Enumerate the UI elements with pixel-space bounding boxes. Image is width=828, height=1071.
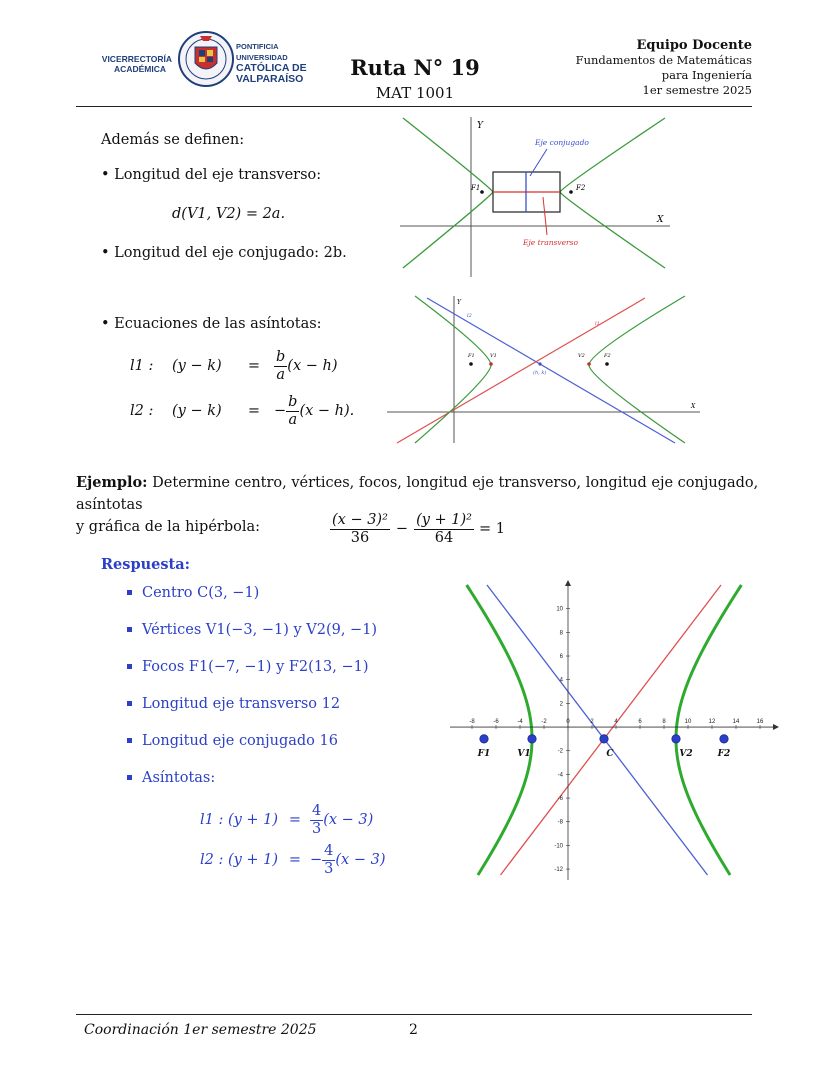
x-tick-label: 4: [614, 719, 618, 726]
eq-num2: (y + 1)²: [416, 512, 472, 528]
fig1-f2-point: [569, 190, 573, 194]
x-tick-label: -4: [517, 719, 523, 726]
fig2-l2-label: l2: [467, 313, 472, 319]
y-tick-label: -12: [554, 867, 563, 874]
fig1-x-label: X: [657, 215, 664, 225]
point-label-f1: F1: [477, 748, 491, 759]
subject-line2: para Ingeniería: [661, 68, 752, 82]
bullet-dot: •: [101, 245, 110, 261]
fig2-asymptote-l1: [397, 298, 645, 443]
subject-line1: Fundamentos de Matemáticas: [575, 53, 752, 67]
answer-l1-lhs: l1 : (y + 1): [200, 812, 279, 828]
l1-eq: =: [247, 358, 261, 374]
l1-frac-den: a: [276, 366, 285, 383]
fig2-f1-label: F1: [468, 353, 475, 359]
answer-l2-lhs: l2 : (y + 1): [200, 852, 279, 868]
x-tick-label: 14: [732, 719, 740, 726]
graph-x-arrow-icon: [773, 724, 779, 730]
footer-coordination: Coordinación 1er semestre 2025: [84, 1022, 317, 1038]
bullet-square: [127, 664, 132, 669]
example-text1: Determine centro, vértices, focos, longitud eje transverso, longitud eje conjugado, asíntotas: [76, 475, 759, 513]
fig1-f1-label: F1: [471, 184, 481, 192]
fig2-y-label: Y: [457, 299, 461, 306]
answer-item: [127, 759, 377, 796]
l2-lhs: (y − k): [172, 403, 222, 419]
eq-den1: 36: [350, 529, 370, 546]
y-tick-label: -4: [557, 772, 563, 779]
figure-hyperbola-axes: [395, 112, 675, 282]
y-tick-label: -6: [557, 796, 563, 803]
l1-rhs: (x − h): [287, 358, 338, 374]
vicerrectoria-text: [92, 54, 172, 74]
fig2-asymptote-l2: [427, 298, 675, 443]
y-tick-label: -8: [557, 819, 563, 826]
answer-item-text: Vértices V1(−3, −1) y V2(9, −1): [142, 621, 378, 638]
fig2-f2-point: [605, 362, 609, 366]
x-tick-label: 8: [662, 719, 666, 726]
hyperbola-right-branch: [676, 585, 741, 875]
bullet-square: [127, 775, 132, 780]
l2-rhs: (x − h).: [299, 403, 355, 419]
intro-transverso: [101, 167, 321, 183]
answer-l1-frac: [310, 803, 323, 837]
x-tick-label: -2: [541, 719, 547, 726]
intro-conjugado: [101, 245, 347, 261]
point-label-f2: F2: [717, 748, 731, 759]
intro-asintotas: [101, 316, 322, 332]
answer-item: [127, 685, 377, 722]
hyperbola-equation: [330, 512, 505, 546]
header-rule: [76, 106, 752, 107]
y-tick-label: 4: [559, 677, 563, 684]
answer-l2-eq: [200, 840, 385, 880]
univ-line3: CATÓLICA DE: [236, 62, 307, 74]
intro-ademas: Además se definen:: [101, 132, 245, 148]
eq-rhs: = 1: [478, 521, 505, 538]
figure-asymptotes: [385, 293, 705, 448]
course-code: MAT 1001: [375, 84, 455, 102]
answer-item-text: Focos F1(−7, −1) y F2(13, −1): [142, 658, 369, 675]
hyperbola-left-branch: [467, 585, 532, 875]
answer-list: [127, 574, 377, 796]
transverso-label: Longitud del eje transverso:: [114, 167, 322, 183]
fig1-transverse-label: Eje transverso: [523, 238, 578, 247]
y-tick-label: -10: [554, 843, 563, 850]
point-label-c: C: [606, 748, 614, 759]
answer-item: [127, 648, 377, 685]
x-tick-label: -6: [493, 719, 499, 726]
eq-num1: (x − 3)²: [332, 512, 388, 528]
fig2-left-branch: [415, 296, 491, 443]
eq-minus: −: [395, 521, 409, 538]
asymptote-l2-line: [487, 585, 708, 875]
l2-minus: −: [274, 403, 287, 419]
fig2-v1-label: V1: [490, 353, 497, 359]
fig1-f1-point: [480, 190, 484, 194]
answer-l2-eq-sign: =: [288, 852, 302, 868]
l1-fraction: [274, 349, 287, 383]
y-tick-label: 10: [556, 606, 563, 613]
fig2-center-point: [538, 362, 541, 365]
answer-item-text: Longitud eje conjugado 16: [142, 732, 338, 749]
point-label-v1: V1: [517, 748, 531, 759]
fig2-v1-point: [489, 362, 493, 366]
eq-frac1: [330, 512, 390, 546]
asymptote-l2-eq: [130, 391, 354, 431]
eq-frac2: [414, 512, 474, 546]
l1-label: l1 :: [130, 358, 154, 374]
point-v2: [672, 735, 680, 743]
l2-label: l2 :: [130, 403, 154, 419]
example-text2: y gráfica de la hipérbola:: [76, 519, 261, 535]
answer-item-text: Asíntotas:: [142, 769, 216, 786]
answer-l2-frac-num: 4: [324, 842, 334, 859]
university-seal-icon: [178, 27, 234, 91]
answer-item-text: Longitud eje transverso 12: [142, 695, 341, 712]
point-c: [600, 735, 608, 743]
page-title: Ruta N° 19: [350, 55, 480, 80]
fig1-left-branch: [403, 118, 493, 268]
point-v1: [528, 735, 536, 743]
team-label: Equipo Docente: [636, 38, 752, 53]
l1-lhs: (y − k): [172, 358, 222, 374]
graph-points: [477, 735, 731, 759]
answer-l2-minus: −: [310, 852, 323, 868]
point-f2: [720, 735, 728, 743]
answer-l1-frac-den: 3: [312, 820, 322, 837]
l2-frac-num: b: [288, 393, 298, 410]
univ-line2: UNIVERSIDAD: [236, 53, 288, 62]
answer-title: Respuesta:: [101, 556, 190, 573]
example-label: Ejemplo:: [76, 474, 148, 491]
l2-frac-den: a: [288, 411, 298, 428]
univ-line1: PONTIFICIA: [236, 42, 279, 51]
header-right: [520, 38, 752, 98]
asintotas-label: Ecuaciones de las asíntotas:: [114, 316, 322, 332]
l2-fraction: [286, 394, 299, 428]
fig1-y-label: Y: [477, 121, 483, 131]
footer-rule: [76, 1014, 752, 1015]
x-tick-label: 16: [756, 719, 764, 726]
x-tick-label: 12: [708, 719, 716, 726]
eq-den2: 64: [434, 529, 454, 546]
answer-l1-eq: [200, 800, 373, 840]
bullet-square: [127, 627, 132, 632]
university-name: [236, 41, 307, 85]
answer-l1-eq-sign: =: [288, 812, 302, 828]
semester-label: 1er semestre 2025: [642, 83, 752, 97]
univ-line4: VALPARAÍSO: [236, 73, 304, 85]
answer-l2-rhs: (x − 3): [335, 852, 386, 868]
x-tick-label: -8: [469, 719, 475, 726]
fig2-l1-label: l1: [595, 321, 600, 327]
transverso-formula: d(V1, V2) = 2a.: [172, 206, 286, 222]
point-label-v2: V2: [679, 748, 693, 759]
fig2-f2-label: F2: [604, 353, 611, 359]
vicerrectoria-line1: VICERRECTORÍA: [101, 54, 172, 64]
fig1-transverse-arrow: [543, 197, 547, 235]
answer-l1-rhs: (x − 3): [323, 812, 374, 828]
asymptote-l1-eq: [130, 346, 338, 386]
answer-item-text: Centro C(3, −1): [142, 584, 260, 601]
answer-l1-frac-num: 4: [312, 802, 322, 819]
vicerrectoria-line2: ACADÉMICA: [114, 64, 166, 74]
fig2-x-label: X: [691, 403, 696, 410]
fig2-center-label: (h, k): [533, 370, 547, 376]
bullet-dot: •: [101, 167, 110, 183]
x-tick-label: 10: [684, 719, 692, 726]
example-line1: [76, 472, 766, 516]
fig2-f1-point: [469, 362, 473, 366]
bullet-square: [127, 590, 132, 595]
l2-eq: =: [247, 403, 261, 419]
bullet-dot: •: [101, 316, 110, 332]
answer-l2-frac: [322, 843, 335, 877]
x-tick-label: 2: [590, 719, 594, 726]
graph-y-arrow-icon: [565, 580, 571, 586]
x-tick-label: 6: [638, 719, 642, 726]
answer-l2-frac-den: 3: [324, 860, 334, 877]
y-tick-label: -2: [557, 748, 563, 755]
fig2-v2-label: V2: [578, 353, 585, 359]
asymptote-l1-line: [501, 585, 722, 875]
bullet-square: [127, 738, 132, 743]
l1-frac-num: b: [276, 348, 286, 365]
hyperbola-graph: [450, 580, 780, 880]
answer-item: [127, 722, 377, 759]
conjugado-label: Longitud del eje conjugado: 2b.: [114, 245, 347, 261]
fig2-v2-point: [587, 362, 591, 366]
answer-item: [127, 574, 377, 611]
fig1-f2-label: F2: [576, 184, 586, 192]
fig1-conjugate-label: Eje conjugado: [535, 138, 589, 147]
footer-page-number: 2: [409, 1022, 418, 1038]
point-f1: [480, 735, 488, 743]
y-tick-label: 2: [559, 701, 563, 708]
bullet-square: [127, 701, 132, 706]
y-tick-label: 8: [559, 630, 563, 637]
y-tick-label: 6: [559, 654, 563, 661]
answer-item: [127, 611, 377, 648]
graph-curves: [467, 585, 742, 875]
x-tick-label: 0: [566, 719, 570, 726]
